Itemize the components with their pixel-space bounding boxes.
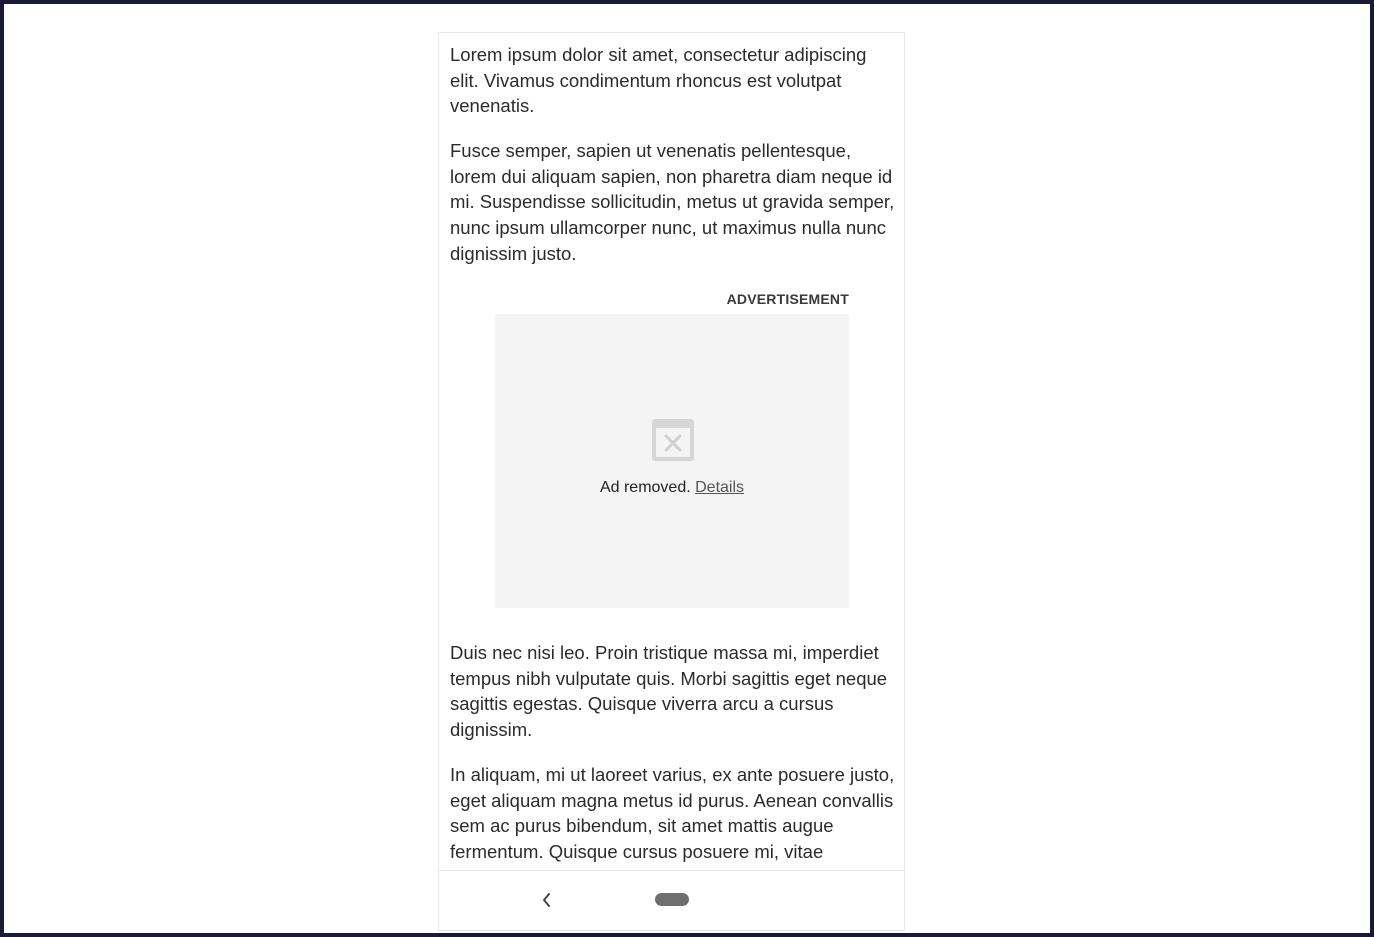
ad-removed-message	[495, 479, 849, 497]
article-content[interactable]	[439, 33, 904, 871]
home-pill-icon[interactable]	[655, 893, 689, 906]
back-button[interactable]	[534, 887, 560, 913]
phone-screen	[438, 32, 905, 931]
ad-removed-text: Ad removed.	[599, 479, 691, 496]
ad-details-link[interactable]: Details	[695, 479, 745, 496]
ad-placeholder	[495, 314, 849, 608]
chevron-left-icon	[541, 892, 553, 908]
article-paragraph-1: Lorem ipsum dolor sit amet, consectetur adipiscing elit. Vivamus condimentum rhoncus est volutpat venenatis.	[450, 44, 867, 117]
system-navigation-bar	[439, 870, 904, 931]
article-paragraph-4: In aliquam, mi ut laoreet varius, ex ante posuere justo, eget aliquam magna metus id purus. Aenean convallis sem ac purus bibendum, sit amet mattis augue fermentum. Quisque cursus posuere mi, vitae	[450, 764, 895, 863]
ad-removed-icon	[652, 419, 694, 461]
advertisement-label: ADVERTISEMENT	[726, 291, 849, 307]
screenshot-frame	[4, 4, 1370, 933]
article-paragraph-2: Fusce semper, sapien ut venenatis pellentesque, lorem dui aliquam sapien, non pharetra diam neque id mi. Suspendisse sollicitudin, metus ut gravida semper, nunc ipsum ullamcorper nunc, ut maximus nulla nunc dignissim justo.	[450, 140, 895, 264]
article-paragraph-3: Duis nec nisi leo. Proin tristique massa mi, imperdiet tempus nibh vulputate quis. Morbi sagittis eget neque sagittis egestas. Quisque viverra arcu a cursus dignissim.	[450, 642, 888, 741]
